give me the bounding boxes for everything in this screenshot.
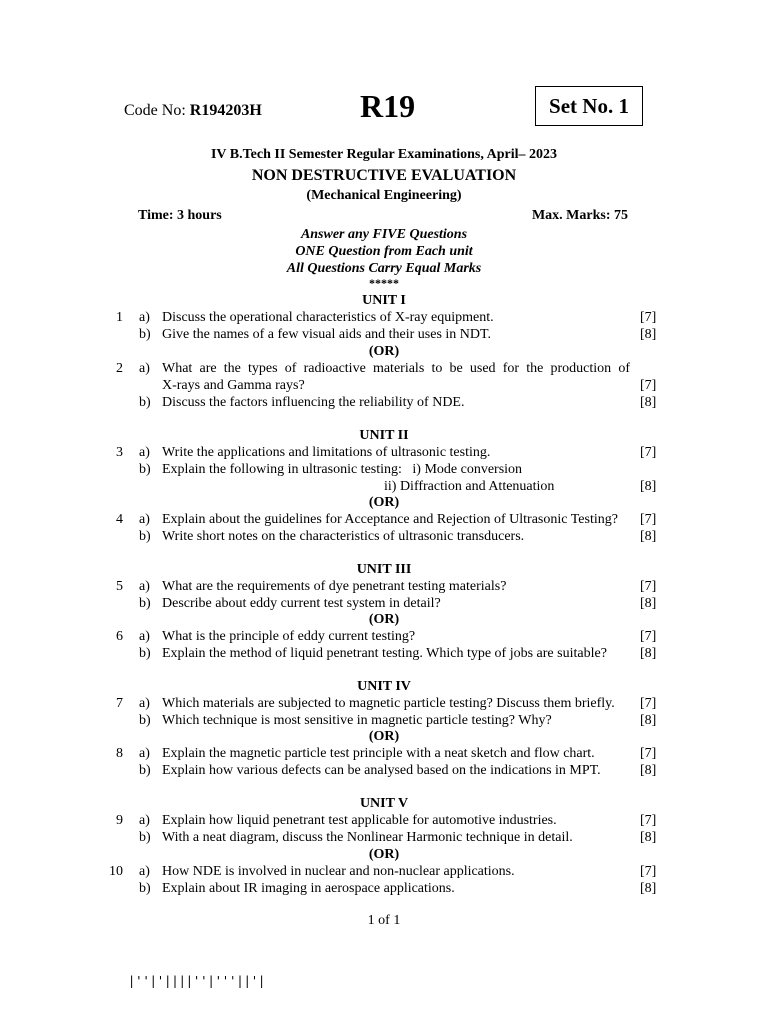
- sub-label-a: a): [139, 629, 150, 644]
- sub-label-a: a): [139, 361, 150, 376]
- question-text: Write short notes on the characteristics of ultrasonic transducers.: [162, 529, 525, 544]
- max-marks: Max. Marks: 75: [531, 208, 628, 223]
- question-number: 2: [116, 361, 123, 376]
- question-marks: [8]: [640, 881, 657, 896]
- question-number: 5: [116, 579, 123, 594]
- question-number: 3: [116, 445, 123, 460]
- branch-name: (Mechanical Engineering): [306, 188, 462, 203]
- sub-label-b: b): [139, 646, 151, 661]
- code-label: Code No:: [124, 102, 186, 119]
- question-text-cont: X-rays and Gamma rays?: [162, 378, 305, 393]
- question-marks: [7]: [640, 813, 657, 828]
- or-separator: (OR): [368, 612, 400, 627]
- question-marks: [8]: [640, 830, 657, 845]
- sub-label-a: a): [139, 696, 150, 711]
- sub-label-b: b): [139, 529, 151, 544]
- question-text: Explain about IR imaging in aerospace applications.: [162, 881, 455, 896]
- unit-heading-1: UNIT I: [362, 293, 406, 308]
- sub-label-a: a): [139, 746, 150, 761]
- sub-label-a: a): [139, 579, 150, 594]
- sub-label-a: a): [139, 864, 150, 879]
- question-marks: [8]: [640, 327, 657, 342]
- instruction-2: ONE Question from Each unit: [295, 244, 473, 259]
- sub-label-a: a): [139, 512, 150, 527]
- question-marks: [7]: [640, 579, 657, 594]
- sub-label-b: b): [139, 713, 151, 728]
- question-text: Give the names of a few visual aids and their uses in NDT.: [162, 327, 492, 342]
- question-marks: [7]: [640, 629, 657, 644]
- instruction-1: Answer any FIVE Questions: [300, 227, 468, 242]
- subject-title: NON DESTRUCTIVE EVALUATION: [251, 167, 517, 184]
- sub-label-b: b): [139, 830, 151, 845]
- code-value: R194203H: [189, 102, 262, 119]
- question-text: Explain how liquid penetrant test applicable for automotive industries.: [162, 813, 557, 828]
- question-text: Which technique is most sensitive in magnetic particle testing? Why?: [162, 713, 552, 728]
- unit-heading-3: UNIT III: [356, 562, 412, 577]
- or-separator: (OR): [368, 344, 400, 359]
- question-text: Describe about eddy current test system in detail?: [162, 596, 441, 611]
- question-text: Explain the following in ultrasonic testing: i) Mode conversion: [162, 462, 523, 477]
- question-text: Explain about the guidelines for Acceptance and Rejection of Ultrasonic Testing?: [162, 512, 618, 527]
- sub-label-b: b): [139, 881, 151, 896]
- question-marks: [8]: [640, 395, 657, 410]
- question-number: 6: [116, 629, 123, 644]
- question-marks: [8]: [640, 596, 657, 611]
- sub-label-b: b): [139, 327, 151, 342]
- sub-label-a: a): [139, 310, 150, 325]
- question-marks: [8]: [640, 713, 657, 728]
- exam-title: IV B.Tech II Semester Regular Examinations, April– 2023: [210, 147, 557, 162]
- regulation: R19: [360, 88, 416, 124]
- exam-time: Time: 3 hours: [138, 208, 222, 223]
- question-marks: [7]: [640, 310, 657, 325]
- question-text: What are the requirements of dye penetrant testing materials?: [162, 579, 507, 594]
- question-marks: [8]: [640, 646, 657, 661]
- question-text: With a neat diagram, discuss the Nonlinear Harmonic technique in detail.: [162, 830, 573, 845]
- question-marks: [7]: [640, 696, 657, 711]
- question-number: 7: [116, 696, 123, 711]
- or-separator: (OR): [368, 847, 400, 862]
- sub-label-b: b): [139, 763, 151, 778]
- question-number: 4: [116, 512, 123, 527]
- unit-heading-2: UNIT II: [359, 428, 409, 443]
- question-text: Explain how various defects can be analysed based on the indications in MPT.: [162, 763, 601, 778]
- question-marks: [7]: [640, 512, 657, 527]
- question-marks: [7]: [640, 746, 657, 761]
- sub-label-a: a): [139, 445, 150, 460]
- set-number-box: Set No. 1: [535, 86, 643, 126]
- question-text: Explain the magnetic particle test principle with a neat sketch and flow chart.: [162, 746, 595, 761]
- code-number: [124, 102, 262, 119]
- question-number: 1: [116, 310, 123, 325]
- separator-stars: *****: [369, 276, 399, 290]
- unit-heading-5: UNIT V: [359, 796, 409, 811]
- question-marks: [8]: [640, 479, 657, 494]
- sub-label-a: a): [139, 813, 150, 828]
- sub-label-b: b): [139, 462, 151, 477]
- question-text: How NDE is involved in nuclear and non-nuclear applications.: [162, 864, 515, 879]
- question-number: 8: [116, 746, 123, 761]
- question-marks: [8]: [640, 763, 657, 778]
- question-text: Discuss the operational characteristics of X-ray equipment.: [162, 310, 494, 325]
- or-separator: (OR): [368, 729, 400, 744]
- question-text: Explain the method of liquid penetrant testing. Which type of jobs are suitable?: [162, 646, 607, 661]
- unit-heading-4: UNIT IV: [357, 679, 411, 694]
- question-number: 9: [116, 813, 123, 828]
- question-text: What are the types of radioactive materials to be used for the production of: [162, 361, 630, 376]
- barcode-text: |''|'||||''|'''||'|: [128, 974, 266, 988]
- question-number: 10: [109, 864, 123, 879]
- instruction-3: All Questions Carry Equal Marks: [286, 261, 482, 276]
- question-marks: [7]: [640, 378, 657, 393]
- question-text: Which materials are subjected to magnetic particle testing? Discuss them briefly.: [162, 696, 615, 711]
- question-text: What is the principle of eddy current testing?: [162, 629, 416, 644]
- page-number: 1 of 1: [367, 913, 401, 928]
- or-separator: (OR): [368, 495, 400, 510]
- question-text-cont: ii) Diffraction and Attenuation: [384, 479, 555, 494]
- sub-label-b: b): [139, 395, 151, 410]
- question-marks: [7]: [640, 445, 657, 460]
- question-text: Discuss the factors influencing the reliability of NDE.: [162, 395, 465, 410]
- question-marks: [7]: [640, 864, 657, 879]
- question-marks: [8]: [640, 529, 657, 544]
- sub-label-b: b): [139, 596, 151, 611]
- question-text: Write the applications and limitations of ultrasonic testing.: [162, 445, 491, 460]
